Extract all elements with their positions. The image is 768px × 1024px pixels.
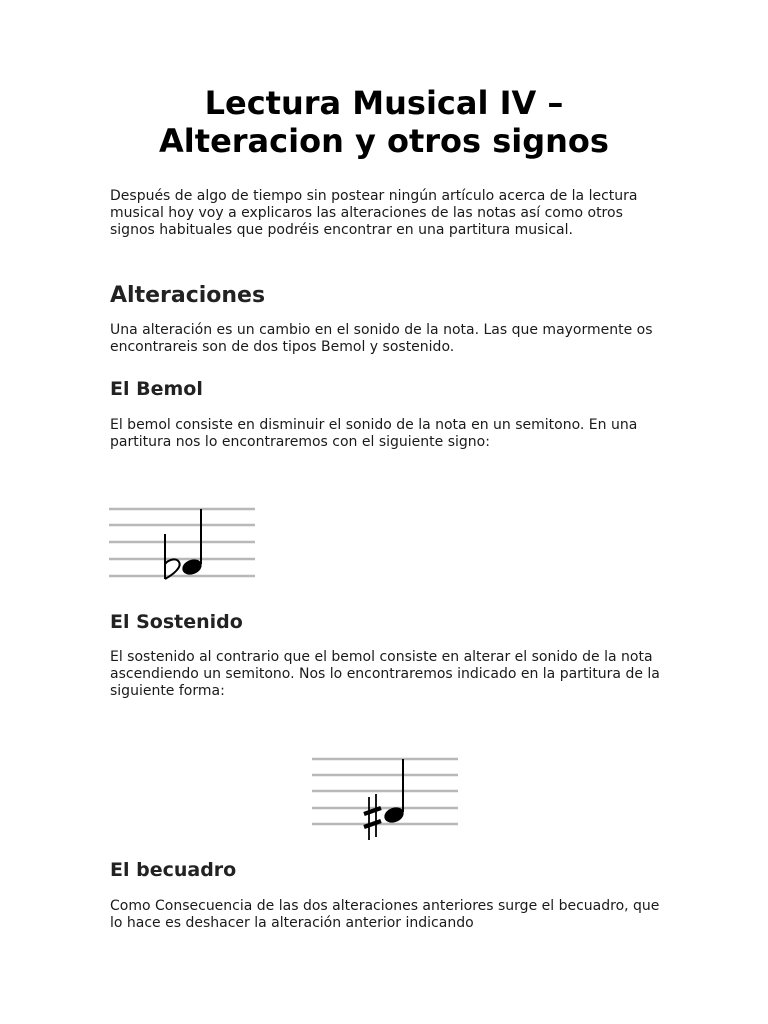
- staff-lines: [109, 509, 255, 576]
- flat-note-on-staff-icon: [108, 500, 258, 584]
- heading-alteraciones: Alteraciones: [110, 283, 266, 308]
- paragraph-bemol: El bemol consiste en disminuir el sonido de la nota en un semitono. En una partitura nos lo encontraremos con el siguiente signo:: [110, 417, 638, 450]
- title-line-1: Lectura Musical IV –: [204, 84, 564, 122]
- intro-paragraph: Después de algo de tiempo sin postear ningún artículo acerca de la lectura musical hoy voy a explicaros las alteraciones de las notas así como otros signos habituales que podréis encontrar en una partitura musical.: [110, 188, 638, 238]
- page-title: [60, 84, 708, 160]
- heading-sostenido: El Sostenido: [110, 611, 243, 633]
- title-line-2: Alteracion y otros signos: [159, 122, 609, 160]
- paragraph-alteraciones: Una alteración es un cambio en el sonido de la nota. Las que mayormente os encontrareis son de dos tipos Bemol y sostenido.: [110, 322, 653, 355]
- heading-bemol: El Bemol: [110, 378, 203, 400]
- sharp-sign-icon: [364, 794, 381, 840]
- heading-becuadro: El becuadro: [110, 859, 237, 881]
- paragraph-becuadro: Como Consecuencia de las dos alteraciones anteriores surge el becuadro, que lo hace es deshacer la alteración anterior indicando: [110, 898, 660, 931]
- paragraph-sostenido: El sostenido al contrario que el bemol consiste en alterar el sonido de la nota ascendiendo un semitono. Nos lo encontraremos indicado en la partitura de la siguiente forma:: [110, 649, 660, 699]
- sharp-note-on-staff-icon: [310, 748, 460, 842]
